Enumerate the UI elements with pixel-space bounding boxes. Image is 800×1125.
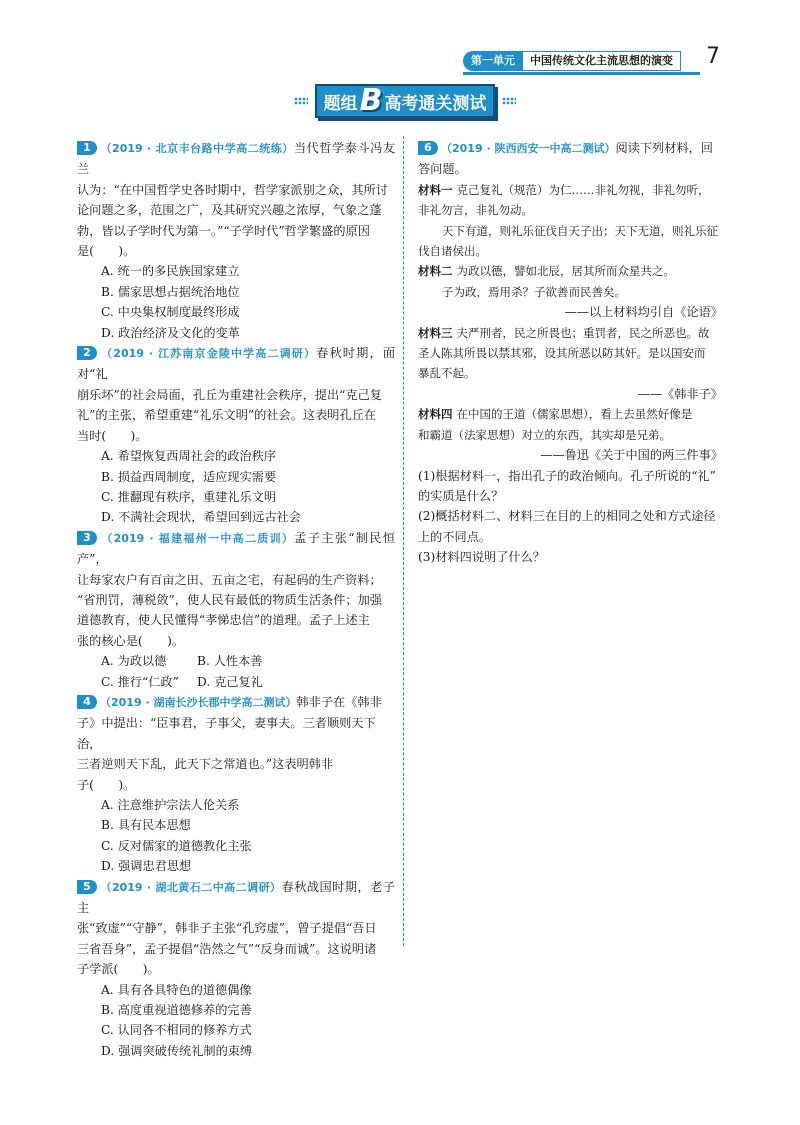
option-row (77, 651, 395, 671)
banner-letter: B (359, 83, 383, 118)
question-number: 5 (77, 880, 97, 894)
option-c: C. 推行“仁政” (101, 674, 179, 689)
banner-dots-left (294, 97, 308, 105)
material-label: 材料四 (418, 407, 453, 422)
stem-line: 让每家农户有百亩之田、五亩之宅，有起码的生产资料； (77, 572, 382, 587)
stem-line: 勃，皆以子学时代为第一。”“子学时代”哲学繁盛的原因 (77, 223, 370, 238)
question-stem (77, 138, 395, 180)
stem-line: 是( )。 (77, 244, 136, 259)
material-2 (418, 261, 723, 281)
material-1 (418, 180, 723, 200)
stem-line: 答问题。 (418, 162, 467, 177)
stem-line: 认为：“在中国哲学史各时期中，哲学家派别之众，其所讨 (77, 182, 388, 197)
question-source: （2019 · 江苏南京金陵中学高二调研） (100, 347, 317, 361)
question-source: （2019 · 湖南长沙长郡中学高二测试） (100, 695, 297, 709)
material-3 (418, 323, 723, 343)
sub-question-3: (3)材料四说明了什么？ (418, 550, 545, 565)
stem-line: 道德教育，使人民懂得“孝悌忠信”的道理。孟子上述主 (77, 613, 370, 628)
stem-line: 三省吾身”，孟子提倡“浩然之气”“反身而诚”。这说明诸 (77, 941, 377, 956)
option-c: C. 中央集权制度最终形成 (101, 305, 240, 320)
material-text: 圣人陈其所畏以禁其邪，设其所恶以防其奸。是以国安而 (418, 346, 706, 361)
question-number: 4 (77, 695, 97, 709)
material-text: 为政以德，譬如北辰，居其所而众星共之。 (456, 264, 675, 279)
question-number: 1 (77, 141, 97, 155)
option-d: D. 不满社会现状，希望回到远古社会 (101, 510, 301, 525)
stem-line: 春秋时期，面对“礼 (77, 346, 396, 382)
option-b: B. 高度重视道德修养的完善 (101, 1003, 252, 1018)
question-5 (77, 877, 395, 1062)
unit-label: 第一单元 (463, 51, 523, 71)
material-text: 非礼勿言，非礼勿动。 (418, 203, 533, 218)
header-rule (463, 72, 700, 75)
option-b: B. 儒家思想占据统治地位 (101, 284, 240, 299)
question-number: 2 (77, 346, 97, 360)
material-text: 伐自诸侯出。 (418, 244, 487, 259)
stem-line: 当时( )。 (77, 428, 148, 443)
stem-line: 阅读下列材料，回 (615, 141, 713, 155)
question-stem (77, 692, 395, 713)
left-column (77, 138, 395, 1061)
question-2 (77, 343, 395, 528)
option-a: A. 统一的多民族国家建立 (101, 264, 240, 279)
stem-line: 礼”的主张，希望重建“礼乐文明”的社会。这表明孔丘在 (77, 408, 377, 423)
stem-line: 当代哲学泰斗冯友兰 (77, 141, 396, 177)
stem-line: 张的核心是( )。 (77, 633, 185, 648)
question-stem (77, 528, 395, 570)
stem-line: 春秋战国时期，老子主 (77, 879, 396, 916)
stem-line: 子( )。 (77, 777, 136, 792)
banner-dots-right (502, 97, 516, 105)
question-source: （2019 · 湖北黄石二中高二调研） (100, 880, 282, 894)
stem-line: 韩非子在《韩非 (296, 694, 382, 709)
option-d: D. 强调突破传统礼制的束缚 (101, 1043, 253, 1058)
material-text: 夫严刑者，民之所畏也；重罚者，民之所恶也。故 (456, 325, 710, 340)
page-number: 7 (706, 44, 720, 69)
material-text: 在中国的王道（儒家思想），看上去虽然好像是 (456, 407, 693, 422)
running-header (463, 50, 681, 72)
material-label: 材料一 (418, 182, 453, 197)
material-source: ——鲁迅《关于中国的两三件事》 (540, 448, 723, 463)
option-a: A. 具有各具特色的道德偶像 (101, 982, 252, 997)
sub-question-2-cont: 上的不同点。 (418, 529, 492, 544)
question-stem (77, 343, 395, 385)
option-d: D. 政治经济及文化的变革 (101, 325, 240, 340)
stem-line: 子学派( )。 (77, 962, 160, 977)
stem-line: “省刑罚，薄税敛”，使人民有最低的物质生活条件；加强 (77, 592, 382, 607)
material-text: 和霸道（法家思想）对立的东西，其实却是兄弟。 (418, 427, 671, 442)
stem-line: 张“致虚”“守静”，韩非子主张“孔窍虚”，曾子提倡“吾日 (77, 921, 377, 936)
stem-line: 孟子主张“制民恒产”， (77, 530, 396, 567)
material-text: 暴乱不起。 (418, 366, 476, 381)
sub-question-2: (2)概括材料二、材料三在目的上的相同之处和方式途径 (418, 509, 716, 524)
option-d: D. 克己复礼 (197, 674, 263, 689)
material-source: ——以上材料均引自《论语》 (564, 305, 723, 320)
option-b: B. 具有民本思想 (101, 818, 191, 833)
question-number: 6 (418, 141, 438, 155)
right-column (418, 138, 723, 568)
option-c: C. 推翻现有秩序，重建礼乐文明 (101, 489, 277, 504)
banner-suffix: 高考通关测试 (384, 93, 487, 114)
option-c: C. 反对儒家的道德教化主张 (101, 838, 252, 853)
question-stem (77, 877, 395, 919)
option-b: B. 人性本善 (197, 654, 263, 669)
option-d: D. 强调忠君思想 (101, 859, 192, 874)
question-3 (77, 528, 395, 692)
stem-line: 崩乐坏”的社会局面，孔丘为重建社会秩序，提出“克己复 (77, 387, 382, 402)
sub-question-1: (1)根据材料一，指出孔子的政治倾向。孔子所说的“礼” (418, 468, 716, 483)
section-banner (315, 84, 495, 118)
option-c: C. 认同各不相同的修养方式 (101, 1023, 252, 1038)
material-label: 材料二 (418, 264, 453, 279)
question-source: （2019 · 北京丰台路中学高二统练） (100, 142, 294, 155)
question-number: 3 (77, 531, 97, 545)
question-4 (77, 692, 395, 877)
stem-line: 子》中提出：“臣事君，子事父，妻事夫。三者顺则天下治， (77, 716, 376, 751)
question-source: （2019 · 福建福州一中高二质训） (100, 531, 295, 545)
option-row (77, 672, 395, 692)
stem-line: 三者逆则天下乱，此天下之常道也。”这表明韩非 (77, 757, 334, 772)
question-stem (418, 138, 723, 159)
option-a: A. 为政以德 (101, 654, 167, 669)
material-text: 子为政，焉用杀？子欲善而民善矣。 (442, 284, 626, 299)
material-4 (418, 404, 723, 424)
stem-line: 论问题之多，范围之广，及其研究兴趣之浓厚，气象之蓬 (77, 203, 382, 218)
material-text: 天下有道，则礼乐征伐自天子出；天下无道，则礼乐征 (442, 223, 718, 238)
material-text: 克己复礼（规范）为仁……非礼勿视，非礼勿听， (456, 182, 710, 197)
column-divider (403, 136, 404, 946)
option-a: A. 注意维护宗法人伦关系 (101, 798, 240, 812)
question-source: （2019 · 陕西西安一中高二测试） (441, 142, 616, 155)
chapter-title: 中国传统文化主流思想的演变 (523, 51, 681, 71)
banner-prefix: 题组 (323, 93, 358, 114)
option-b: B. 损益西周制度，适应现实需要 (101, 469, 277, 484)
question-1 (77, 138, 395, 343)
sub-question-1-cont: 的实质是什么？ (418, 488, 504, 503)
material-label: 材料三 (418, 325, 453, 340)
option-a: A. 希望恢复西周社会的政治秩序 (101, 449, 276, 464)
material-source: ——《韩非子》 (637, 386, 723, 401)
